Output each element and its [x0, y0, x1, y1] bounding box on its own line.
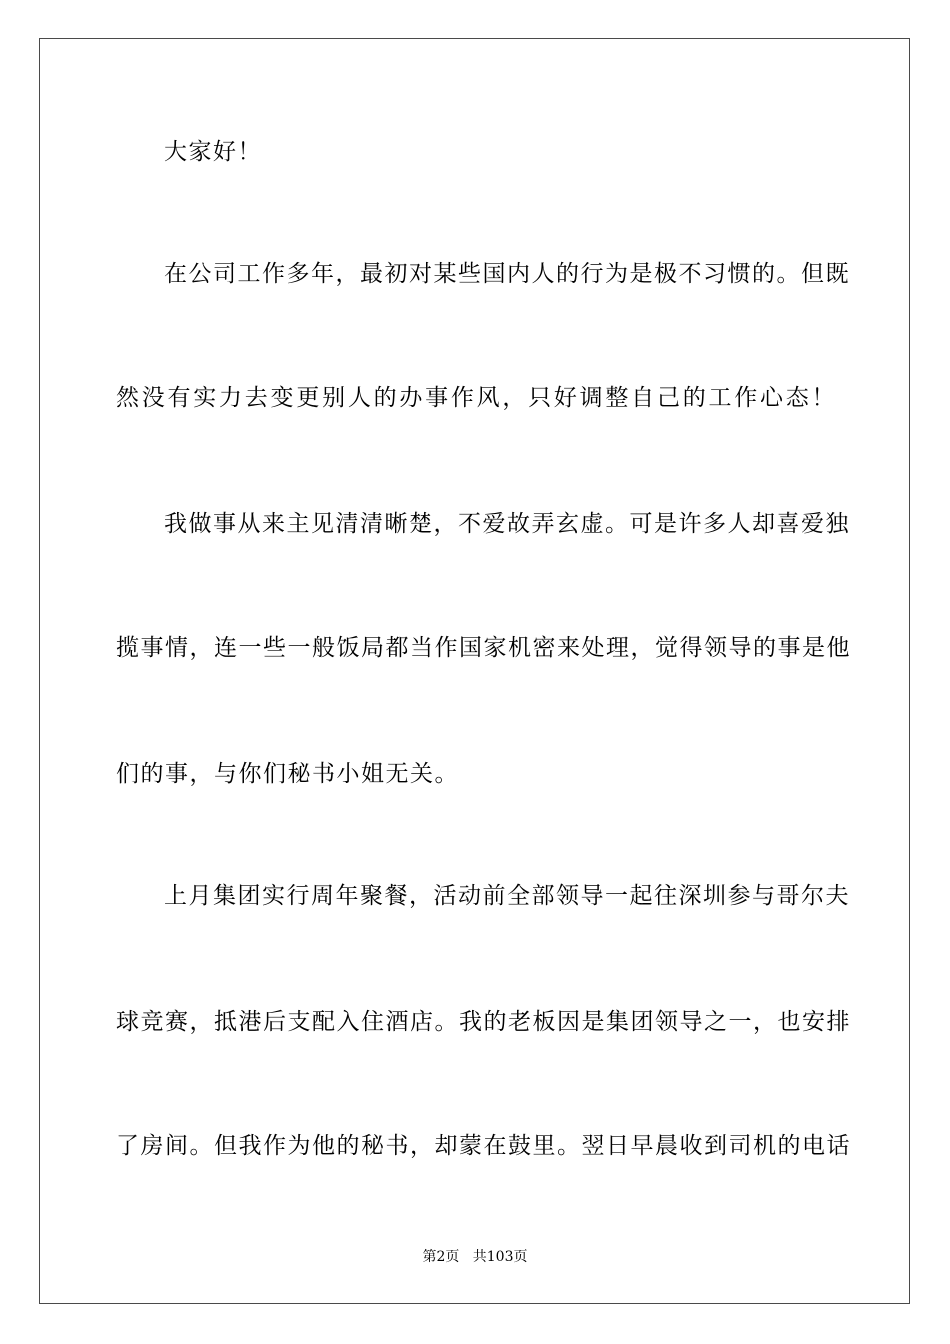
- paragraph-3-line-1: 上月集团实行周年聚餐，活动前全部领导一起往深圳参与哥尔夫: [164, 883, 850, 909]
- page-number-footer: 第2页 共103页: [422, 1249, 528, 1265]
- paragraph-2-line-3: 们的事，与你们秘书小姐无关。: [116, 761, 459, 787]
- paragraph-2-line-2: 揽事情，连一些一般饭局都当作国家机密来处理，觉得领导的事是他: [116, 635, 851, 661]
- paragraph-3-line-2: 球竞赛，抵港后支配入住酒店。我的老板因是集团领导之一，也安排: [116, 1009, 851, 1035]
- greeting-line: 大家好！: [164, 139, 262, 165]
- paragraph-1-line-2: 然没有实力去变更别人的办事作风，只好调整自己的工作心态！: [116, 385, 836, 411]
- page-border: [39, 38, 910, 1304]
- paragraph-1-line-1: 在公司工作多年，最初对某些国内人的行为是极不习惯的。但既: [164, 261, 850, 287]
- paragraph-2-line-1: 我做事从来主见清清晰楚，不爱故弄玄虚。可是许多人却喜爱独: [164, 511, 850, 537]
- paragraph-3-line-3: 了房间。但我作为他的秘书，却蒙在鼓里。翌日早晨收到司机的电话: [116, 1133, 851, 1159]
